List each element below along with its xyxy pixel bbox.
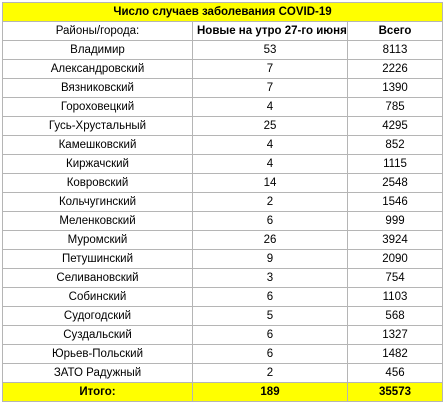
table-row — [3, 364, 443, 383]
new-cases-cell: 6 — [193, 345, 348, 364]
table-row — [3, 136, 443, 155]
new-cases-cell: 53 — [193, 41, 348, 60]
header-total: Всего — [348, 22, 443, 41]
table-row — [3, 174, 443, 193]
new-cases-cell: 25 — [193, 117, 348, 136]
district-name-cell: Собинский — [3, 288, 193, 307]
district-name-cell: Гусь-Хрустальный — [3, 117, 193, 136]
district-name-cell: Петушинский — [3, 250, 193, 269]
district-name-cell: Муромский — [3, 231, 193, 250]
covid-table-container — [2, 2, 442, 402]
new-cases-cell: 4 — [193, 136, 348, 155]
table-row — [3, 326, 443, 345]
header-row — [3, 22, 443, 41]
new-cases-cell: 6 — [193, 212, 348, 231]
table-title-row — [3, 3, 443, 22]
table-row — [3, 117, 443, 136]
total-cases-cell: 3924 — [348, 231, 443, 250]
table-row — [3, 155, 443, 174]
total-cases-cell: 1115 — [348, 155, 443, 174]
total-all-cases-cell: 35573 — [348, 383, 443, 402]
new-cases-cell: 4 — [193, 98, 348, 117]
new-cases-cell: 9 — [193, 250, 348, 269]
table-row — [3, 212, 443, 231]
table-row — [3, 269, 443, 288]
total-new-cases-cell: 189 — [193, 383, 348, 402]
table-row — [3, 250, 443, 269]
district-name-cell: Киржачский — [3, 155, 193, 174]
total-cases-cell: 2090 — [348, 250, 443, 269]
new-cases-cell: 2 — [193, 364, 348, 383]
table-row — [3, 288, 443, 307]
district-name-cell: Суздальский — [3, 326, 193, 345]
district-name-cell: Кольчугинский — [3, 193, 193, 212]
total-cases-cell: 1390 — [348, 79, 443, 98]
table-row — [3, 231, 443, 250]
total-cases-cell: 1546 — [348, 193, 443, 212]
new-cases-cell: 3 — [193, 269, 348, 288]
district-name-cell: Владимир — [3, 41, 193, 60]
district-name-cell: Камешковский — [3, 136, 193, 155]
district-name-cell: Юрьев-Польский — [3, 345, 193, 364]
total-cases-cell: 999 — [348, 212, 443, 231]
new-cases-cell: 6 — [193, 288, 348, 307]
total-cases-cell: 785 — [348, 98, 443, 117]
table-row — [3, 193, 443, 212]
total-cases-cell: 568 — [348, 307, 443, 326]
new-cases-cell: 7 — [193, 60, 348, 79]
table-row — [3, 98, 443, 117]
total-cases-cell: 4295 — [348, 117, 443, 136]
total-cases-cell: 456 — [348, 364, 443, 383]
total-cases-cell: 8113 — [348, 41, 443, 60]
district-name-cell: Судогодский — [3, 307, 193, 326]
new-cases-cell: 14 — [193, 174, 348, 193]
new-cases-cell: 6 — [193, 326, 348, 345]
new-cases-cell: 5 — [193, 307, 348, 326]
header-district: Районы/города: — [3, 22, 193, 41]
new-cases-cell: 4 — [193, 155, 348, 174]
total-cases-cell: 2548 — [348, 174, 443, 193]
district-name-cell: Меленковский — [3, 212, 193, 231]
total-cases-cell: 2226 — [348, 60, 443, 79]
covid-cases-table — [2, 2, 443, 402]
total-cases-cell: 1327 — [348, 326, 443, 345]
table-row — [3, 79, 443, 98]
new-cases-cell: 26 — [193, 231, 348, 250]
total-row — [3, 383, 443, 402]
total-label-cell: Итого: — [3, 383, 193, 402]
table-title: Число случаев заболевания COVID-19 — [3, 3, 443, 22]
total-cases-cell: 1103 — [348, 288, 443, 307]
district-name-cell: ЗАТО Радужный — [3, 364, 193, 383]
total-cases-cell: 1482 — [348, 345, 443, 364]
header-new-cases: Новые на утро 27-го июня — [193, 22, 348, 41]
district-name-cell: Ковровский — [3, 174, 193, 193]
district-name-cell: Гороховецкий — [3, 98, 193, 117]
total-cases-cell: 754 — [348, 269, 443, 288]
table-row — [3, 60, 443, 79]
table-row — [3, 345, 443, 364]
district-name-cell: Александровский — [3, 60, 193, 79]
district-name-cell: Селивановский — [3, 269, 193, 288]
total-cases-cell: 852 — [348, 136, 443, 155]
district-name-cell: Вязниковский — [3, 79, 193, 98]
new-cases-cell: 7 — [193, 79, 348, 98]
table-row — [3, 41, 443, 60]
new-cases-cell: 2 — [193, 193, 348, 212]
table-row — [3, 307, 443, 326]
